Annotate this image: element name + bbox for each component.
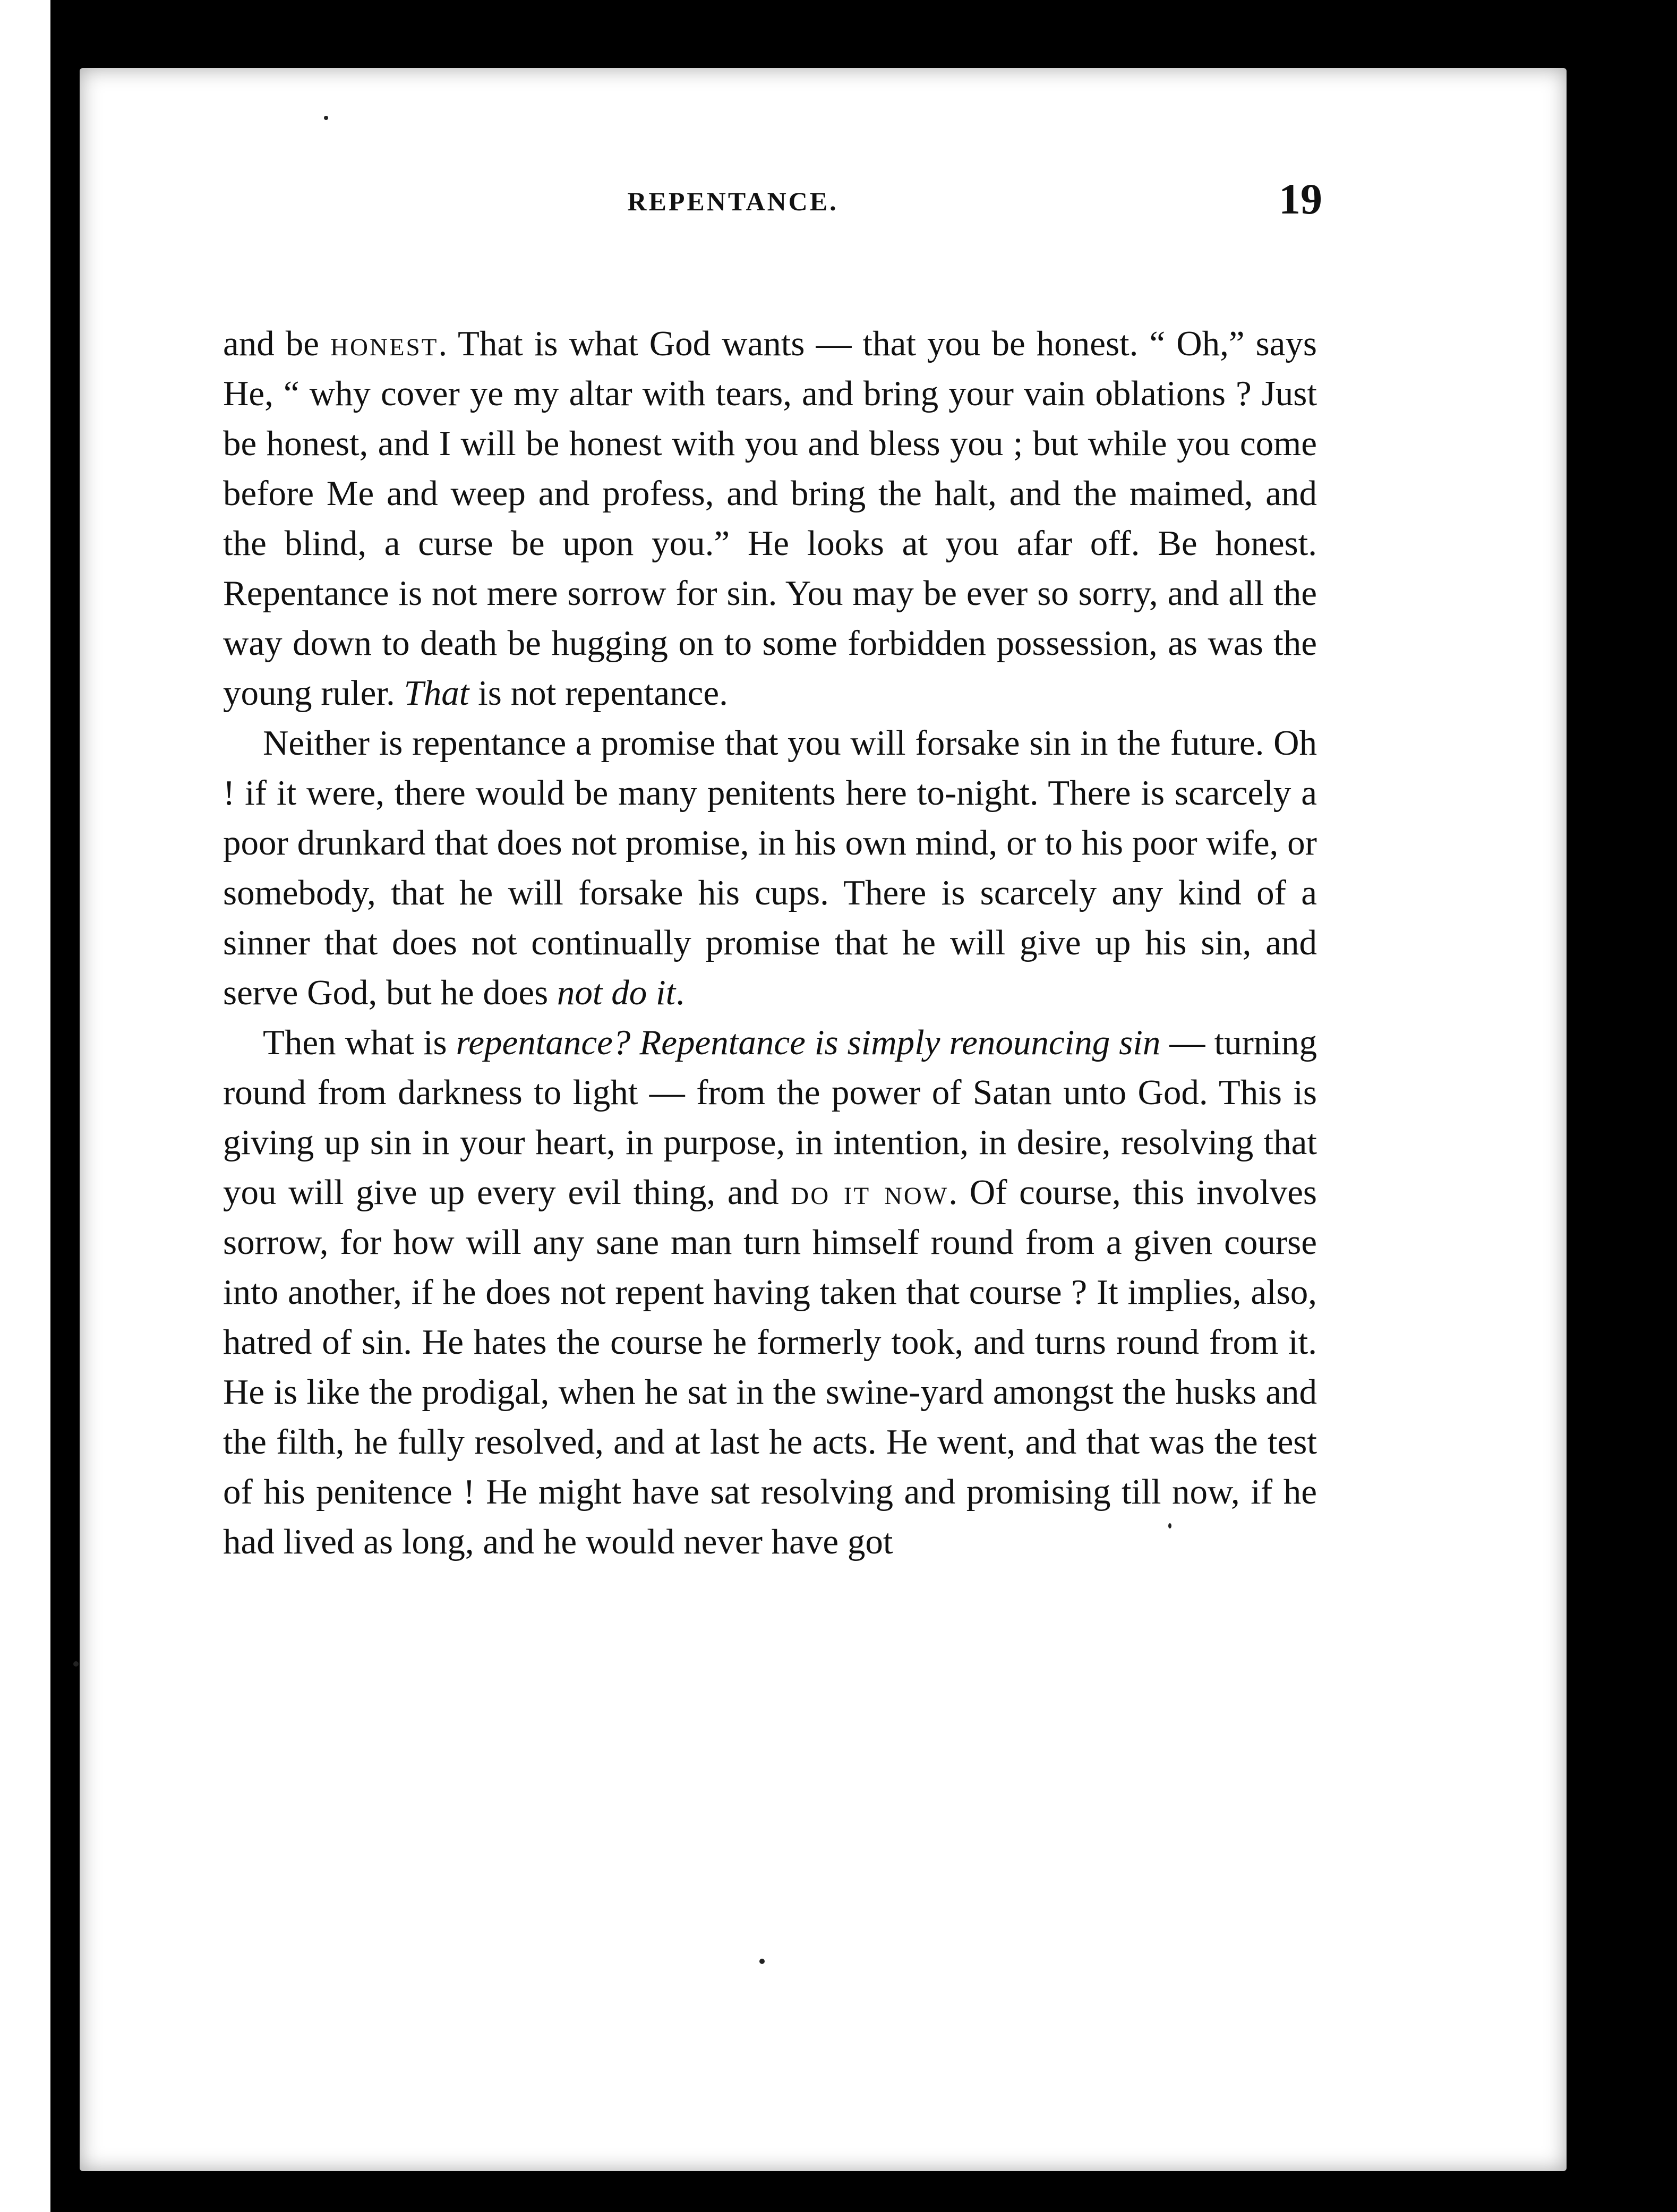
text-run: . Of course, this involves sorrow, for how will any sane man turn himself round from a given course into another, if he does not repent having taken that course ? It implies, also, hatred of sin. He hates the course he formerly took, and turns round from it. He is like the prodigal, when he sat in the swine-yard amongst the husks and the filth, he fully resolved, and at last he acts. He went, and that was the test of his penitence ! He might have sat resolving and promising till now, if he had lived as long, and he would never have got	[223, 1173, 1317, 1561]
italic-phrase: Repentance is simply renouncing sin	[639, 1023, 1161, 1062]
text-run: and be	[223, 324, 331, 363]
text-run: — turning round from darkness to light — from the power of Satan unto God. This is giving up sin in your heart, in purpose, in intention, in desire, resolving that you will give up every evil thing, and	[223, 1023, 1317, 1212]
scan-speck	[73, 1661, 79, 1667]
text-run	[630, 1023, 639, 1062]
running-head	[143, 174, 1322, 227]
running-title: REPENTANCE.	[627, 186, 838, 216]
small-caps-phrase: honest	[330, 324, 439, 363]
scan-speck	[759, 1959, 765, 1964]
text-run: . That is what God wants — that you be honest. “ Oh,” says He, “ why cover ye my altar with tears, and bring your vain oblations ? Just be honest, and I will be honest with you and bless you ; but while you come before Me and weep and profess, and bring the halt, and the maimed, and the blind, a curse be upon you.” He looks at you afar off. Be honest. Repentance is not mere sorrow for sin. You may be ever so sorry, and all the way down to death be hugging on to some forbidden possession, as was the young ruler.	[223, 324, 1317, 713]
body-text	[223, 319, 1317, 1567]
scanner-edge-strip	[0, 0, 50, 2212]
text-run: Then what is	[263, 1023, 456, 1062]
italic-phrase: That	[404, 673, 469, 713]
binding-shadow	[50, 0, 69, 2212]
text-run: Neither is repentance a promise that you will forsake sin in the future. Oh ! if it were, there would be many penitents here to-night. There is scarcely a poor drunkard that does not promise, in his own mind, or to his poor wife, or somebody, that he will forsake his cups. There is scarcely any kind of a sinner that does not continually promise that he will give up his sin, and serve God, but he does	[223, 723, 1317, 1012]
paragraph-2	[223, 718, 1317, 1018]
text-run: .	[675, 973, 685, 1012]
paragraph-1	[223, 319, 1317, 718]
italic-phrase: repentance?	[456, 1023, 631, 1062]
italic-phrase: not do it	[557, 973, 676, 1012]
page-number: 19	[1279, 175, 1322, 223]
scan-speck	[324, 116, 328, 120]
text-run: is not repentance.	[469, 673, 728, 713]
paragraph-3	[223, 1018, 1317, 1567]
small-caps-phrase: do it now	[791, 1173, 949, 1212]
